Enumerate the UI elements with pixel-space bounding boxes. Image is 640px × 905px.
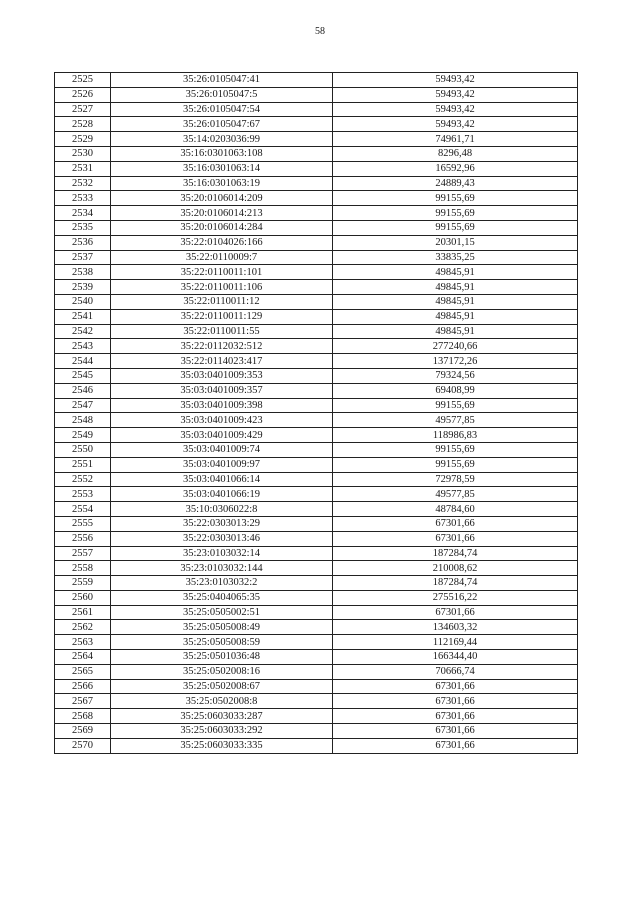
row-number-cell: 2552	[55, 472, 111, 487]
page-number: 58	[315, 26, 325, 37]
table-row	[55, 265, 578, 280]
cadastral-number-cell: 35:16:0301063:14	[111, 161, 333, 176]
cadastral-number-cell: 35:22:0110011:101	[111, 265, 333, 280]
cadastral-number-cell: 35:16:0301063:19	[111, 176, 333, 191]
table-row	[55, 531, 578, 546]
cadastral-number-cell: 35:26:0105047:41	[111, 73, 333, 88]
table-row	[55, 280, 578, 295]
cadastral-number-cell: 35:26:0105047:5	[111, 87, 333, 102]
value-cell: 166344,40	[333, 650, 578, 665]
value-cell: 67301,66	[333, 709, 578, 724]
row-number-cell: 2553	[55, 487, 111, 502]
value-cell: 59493,42	[333, 73, 578, 88]
cadastral-number-cell: 35:22:0110011:106	[111, 280, 333, 295]
row-number-cell: 2562	[55, 620, 111, 635]
table-row	[55, 339, 578, 354]
table-row	[55, 206, 578, 221]
table-row	[55, 176, 578, 191]
row-number-cell: 2561	[55, 605, 111, 620]
value-cell: 33835,25	[333, 250, 578, 265]
value-cell: 48784,60	[333, 502, 578, 517]
table-row	[55, 117, 578, 132]
cadastral-number-cell: 35:25:0505008:49	[111, 620, 333, 635]
cadastral-number-cell: 35:20:0106014:284	[111, 220, 333, 235]
cadastral-number-cell: 35:03:0401009:429	[111, 428, 333, 443]
row-number-cell: 2563	[55, 635, 111, 650]
table-row	[55, 664, 578, 679]
cadastral-number-cell: 35:22:0110009:7	[111, 250, 333, 265]
value-cell: 20301,15	[333, 235, 578, 250]
value-cell: 187284,74	[333, 546, 578, 561]
row-number-cell: 2564	[55, 650, 111, 665]
cadastral-number-cell: 35:03:0401009:398	[111, 398, 333, 413]
row-number-cell: 2554	[55, 502, 111, 517]
row-number-cell: 2543	[55, 339, 111, 354]
cadastral-number-cell: 35:23:0103032:2	[111, 576, 333, 591]
value-cell: 67301,66	[333, 724, 578, 739]
value-cell: 67301,66	[333, 694, 578, 709]
table-row	[55, 368, 578, 383]
table-body	[55, 73, 578, 754]
cadastral-value-table	[54, 72, 578, 754]
table-row	[55, 546, 578, 561]
row-number-cell: 2567	[55, 694, 111, 709]
row-number-cell: 2560	[55, 590, 111, 605]
row-number-cell: 2529	[55, 132, 111, 147]
table-row	[55, 694, 578, 709]
table-row	[55, 309, 578, 324]
table-row	[55, 398, 578, 413]
table-row	[55, 235, 578, 250]
cadastral-number-cell: 35:25:0603033:287	[111, 709, 333, 724]
value-cell: 70666,74	[333, 664, 578, 679]
row-number-cell: 2550	[55, 442, 111, 457]
row-number-cell: 2559	[55, 576, 111, 591]
table-row	[55, 442, 578, 457]
table-row	[55, 576, 578, 591]
row-number-cell: 2569	[55, 724, 111, 739]
row-number-cell: 2570	[55, 738, 111, 753]
cadastral-number-cell: 35:22:0303013:46	[111, 531, 333, 546]
row-number-cell: 2532	[55, 176, 111, 191]
table-row	[55, 146, 578, 161]
table-row	[55, 679, 578, 694]
cadastral-number-cell: 35:20:0106014:209	[111, 191, 333, 206]
table-row	[55, 516, 578, 531]
cadastral-number-cell: 35:25:0502008:67	[111, 679, 333, 694]
cadastral-number-cell: 35:22:0112032:512	[111, 339, 333, 354]
row-number-cell: 2539	[55, 280, 111, 295]
value-cell: 99155,69	[333, 191, 578, 206]
cadastral-number-cell: 35:03:0401066:19	[111, 487, 333, 502]
row-number-cell: 2526	[55, 87, 111, 102]
value-cell: 275516,22	[333, 590, 578, 605]
value-cell: 99155,69	[333, 206, 578, 221]
cadastral-number-cell: 35:14:0203036:99	[111, 132, 333, 147]
row-number-cell: 2566	[55, 679, 111, 694]
table-row	[55, 250, 578, 265]
value-cell: 49577,85	[333, 487, 578, 502]
table-row	[55, 635, 578, 650]
table-row	[55, 472, 578, 487]
row-number-cell: 2538	[55, 265, 111, 280]
row-number-cell: 2531	[55, 161, 111, 176]
value-cell: 69408,99	[333, 383, 578, 398]
row-number-cell: 2557	[55, 546, 111, 561]
row-number-cell: 2533	[55, 191, 111, 206]
value-cell: 99155,69	[333, 457, 578, 472]
value-cell: 112169,44	[333, 635, 578, 650]
value-cell: 99155,69	[333, 442, 578, 457]
cadastral-number-cell: 35:20:0106014:213	[111, 206, 333, 221]
table-row	[55, 383, 578, 398]
value-cell: 137172,26	[333, 354, 578, 369]
value-cell: 59493,42	[333, 117, 578, 132]
table-row	[55, 709, 578, 724]
cadastral-number-cell: 35:03:0401009:74	[111, 442, 333, 457]
row-number-cell: 2536	[55, 235, 111, 250]
cadastral-number-cell: 35:22:0104026:166	[111, 235, 333, 250]
value-cell: 59493,42	[333, 87, 578, 102]
cadastral-number-cell: 35:23:0103032:14	[111, 546, 333, 561]
value-cell: 67301,66	[333, 738, 578, 753]
table-row	[55, 428, 578, 443]
cadastral-number-cell: 35:16:0301063:108	[111, 146, 333, 161]
value-cell: 49845,91	[333, 265, 578, 280]
cadastral-number-cell: 35:26:0105047:67	[111, 117, 333, 132]
row-number-cell: 2565	[55, 664, 111, 679]
row-number-cell: 2544	[55, 354, 111, 369]
table-row	[55, 605, 578, 620]
value-cell: 118986,83	[333, 428, 578, 443]
row-number-cell: 2556	[55, 531, 111, 546]
cadastral-number-cell: 35:23:0103032:144	[111, 561, 333, 576]
value-cell: 67301,66	[333, 605, 578, 620]
row-number-cell: 2537	[55, 250, 111, 265]
table-row	[55, 413, 578, 428]
table-row	[55, 738, 578, 753]
table-row	[55, 73, 578, 88]
value-cell: 49845,91	[333, 294, 578, 309]
cadastral-number-cell: 35:22:0114023:417	[111, 354, 333, 369]
cadastral-number-cell: 35:26:0105047:54	[111, 102, 333, 117]
row-number-cell: 2549	[55, 428, 111, 443]
value-cell: 210008,62	[333, 561, 578, 576]
value-cell: 67301,66	[333, 679, 578, 694]
value-cell: 49577,85	[333, 413, 578, 428]
row-number-cell: 2541	[55, 309, 111, 324]
cadastral-number-cell: 35:25:0603033:335	[111, 738, 333, 753]
value-cell: 24889,43	[333, 176, 578, 191]
table-row	[55, 354, 578, 369]
cadastral-number-cell: 35:03:0401009:423	[111, 413, 333, 428]
table-row	[55, 294, 578, 309]
value-cell: 49845,91	[333, 309, 578, 324]
cadastral-number-cell: 35:22:0110011:12	[111, 294, 333, 309]
table-row	[55, 502, 578, 517]
value-cell: 99155,69	[333, 220, 578, 235]
table-row	[55, 132, 578, 147]
table-row	[55, 191, 578, 206]
value-cell: 8296,48	[333, 146, 578, 161]
cadastral-number-cell: 35:25:0501036:48	[111, 650, 333, 665]
row-number-cell: 2548	[55, 413, 111, 428]
row-number-cell: 2534	[55, 206, 111, 221]
cadastral-number-cell: 35:03:0401009:357	[111, 383, 333, 398]
value-cell: 67301,66	[333, 516, 578, 531]
table-row	[55, 87, 578, 102]
cadastral-number-cell: 35:03:0401066:14	[111, 472, 333, 487]
value-cell: 79324,56	[333, 368, 578, 383]
row-number-cell: 2546	[55, 383, 111, 398]
table-row	[55, 561, 578, 576]
table-row	[55, 161, 578, 176]
value-cell: 59493,42	[333, 102, 578, 117]
cadastral-number-cell: 35:10:0306022:8	[111, 502, 333, 517]
cadastral-number-cell: 35:25:0505008:59	[111, 635, 333, 650]
value-cell: 187284,74	[333, 576, 578, 591]
table-row	[55, 457, 578, 472]
table-row	[55, 487, 578, 502]
row-number-cell: 2568	[55, 709, 111, 724]
row-number-cell: 2527	[55, 102, 111, 117]
cadastral-number-cell: 35:25:0603033:292	[111, 724, 333, 739]
row-number-cell: 2530	[55, 146, 111, 161]
table-row	[55, 102, 578, 117]
cadastral-number-cell: 35:25:0502008:8	[111, 694, 333, 709]
row-number-cell: 2535	[55, 220, 111, 235]
value-cell: 49845,91	[333, 280, 578, 295]
value-cell: 67301,66	[333, 531, 578, 546]
value-cell: 49845,91	[333, 324, 578, 339]
cadastral-number-cell: 35:25:0502008:16	[111, 664, 333, 679]
row-number-cell: 2545	[55, 368, 111, 383]
value-cell: 72978,59	[333, 472, 578, 487]
cadastral-number-cell: 35:03:0401009:97	[111, 457, 333, 472]
value-cell: 99155,69	[333, 398, 578, 413]
cadastral-number-cell: 35:25:0404065:35	[111, 590, 333, 605]
cadastral-number-cell: 35:03:0401009:353	[111, 368, 333, 383]
row-number-cell: 2555	[55, 516, 111, 531]
row-number-cell: 2528	[55, 117, 111, 132]
row-number-cell: 2540	[55, 294, 111, 309]
table-row	[55, 324, 578, 339]
table-row	[55, 724, 578, 739]
value-cell: 74961,71	[333, 132, 578, 147]
table-row	[55, 220, 578, 235]
row-number-cell: 2547	[55, 398, 111, 413]
table-row	[55, 620, 578, 635]
value-cell: 134603,32	[333, 620, 578, 635]
table-row	[55, 590, 578, 605]
table-row	[55, 650, 578, 665]
row-number-cell: 2551	[55, 457, 111, 472]
row-number-cell: 2558	[55, 561, 111, 576]
value-cell: 16592,96	[333, 161, 578, 176]
row-number-cell: 2525	[55, 73, 111, 88]
cadastral-number-cell: 35:22:0303013:29	[111, 516, 333, 531]
cadastral-number-cell: 35:25:0505002:51	[111, 605, 333, 620]
row-number-cell: 2542	[55, 324, 111, 339]
cadastral-number-cell: 35:22:0110011:55	[111, 324, 333, 339]
value-cell: 277240,66	[333, 339, 578, 354]
cadastral-number-cell: 35:22:0110011:129	[111, 309, 333, 324]
